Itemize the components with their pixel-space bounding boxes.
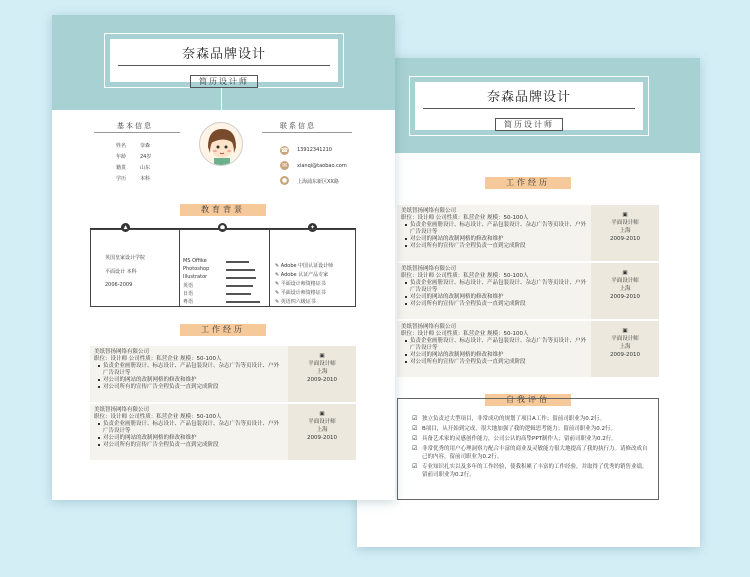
job-duty: 对公司所有的宣传广告全程负责一直到完成阶段 xyxy=(401,301,586,308)
basic-info-label: 姓名 xyxy=(116,143,127,149)
job-duty: 对公司的网站的改制网格的修改和维护 xyxy=(401,236,586,243)
title-box xyxy=(104,33,344,88)
self-eval-item: ☑ B项目，从开始到完成，很大地加强了我的逻辑思考能力；留前司职业为0.2行。 xyxy=(412,425,650,433)
job-entry xyxy=(397,321,659,377)
skill-level-bar xyxy=(226,285,253,287)
skill-level-bar xyxy=(226,301,260,303)
job-duty: 负责企业画册设计、标志设计、产品包装设计、杂志广告等页设计、户外广告设计等 xyxy=(401,222,586,236)
briefcase-icon: ▣ xyxy=(622,212,628,218)
job-position: 职位：设计师 公司性质：私营企业 规模：50-100人 xyxy=(401,331,529,337)
basic-info-value: 24岁 xyxy=(140,154,152,160)
job-entry xyxy=(90,404,356,460)
skill-level-bar xyxy=(226,277,256,279)
brand-subtitle: 简历设计师 xyxy=(190,75,258,88)
job-side xyxy=(288,404,356,460)
certificate-item: ✎ Adobe 中国认证设计师 xyxy=(275,263,334,269)
basic-info-header: 基本信息 xyxy=(117,122,153,130)
job-duty: 对公司所有的宣传广告全程负责一直到完成阶段 xyxy=(401,243,586,250)
work-section-tag: 工作经历 xyxy=(180,324,266,336)
job-side xyxy=(591,205,659,261)
job-company: 美纸智扬网络有限公司 xyxy=(401,208,457,214)
job-company: 美纸智扬网络有限公司 xyxy=(94,349,150,355)
job-period: 2009-2010 xyxy=(307,377,337,383)
job-main xyxy=(401,266,586,308)
contact-phone: 13912341210 xyxy=(297,147,332,153)
job-position: 职位：设计师 公司性质：私营企业 规模：50-100人 xyxy=(401,273,529,279)
job-side xyxy=(288,346,356,402)
job-period: 2009-2010 xyxy=(610,352,640,358)
contact-header: 联系信息 xyxy=(280,122,316,130)
skill-level-bar xyxy=(226,261,249,263)
basic-info-value: 奈森 xyxy=(140,143,151,149)
job-period: 2009-2010 xyxy=(610,236,640,242)
brand-title: 奈森品牌设计 xyxy=(181,47,266,62)
basic-info-value: 本科 xyxy=(140,176,151,182)
job-duty: 负责企业画册设计、标志设计、产品包装设计、杂志广告等页设计、户外广告设计等 xyxy=(94,421,279,435)
job-main xyxy=(94,407,279,449)
brand-title: 奈森品牌设计 xyxy=(486,90,571,105)
mic-icon: ● xyxy=(219,224,226,231)
job-duty: 对公司的网站的改制网格的修改和维护 xyxy=(401,294,586,301)
education-table xyxy=(90,229,356,307)
briefcase-icon: ▣ xyxy=(622,270,628,276)
email-icon: ✉ xyxy=(281,162,288,169)
job-duty: 对公司的网站的改制网格的修改和维护 xyxy=(94,377,279,384)
briefcase-icon: ▣ xyxy=(622,328,628,334)
job-period: 2009-2010 xyxy=(307,435,337,441)
briefcase-icon: ▣ xyxy=(319,353,325,359)
job-title: 平面设计师 xyxy=(611,278,639,284)
job-position: 职位：设计师 公司性质：私营企业 规模：50-100人 xyxy=(94,356,222,362)
self-eval-section-tag: 自我评估 xyxy=(485,394,571,406)
contact-email: xianqi@taobao.com xyxy=(297,163,347,169)
location-icon: ● xyxy=(281,177,288,184)
basic-info-value: 山东 xyxy=(140,165,151,171)
job-company: 美纸智扬网络有限公司 xyxy=(401,324,457,330)
job-duty: 对公司所有的宣传广告全程负责一直到完成阶段 xyxy=(401,359,586,366)
self-eval-item: ☑ 非常优秀的用户心理洞察力配合丰富的商业及灵敏能力很大地提高了我的执行力。请修改成自己的内容，留前司职业为0.2行。 xyxy=(412,445,650,461)
basic-info-label: 学历 xyxy=(116,176,127,182)
edu-major: 平面设计 本科 xyxy=(105,269,137,275)
job-position: 职位：设计师 公司性质：私营企业 规模：50-100人 xyxy=(401,215,529,221)
certificate-item: ✎ 英语四六级证书 xyxy=(275,299,316,305)
contact-address: 上海浦东新区XX路 xyxy=(297,179,339,185)
skill-level-bar xyxy=(226,293,251,295)
job-entry xyxy=(397,263,659,319)
job-title: 平面设计师 xyxy=(308,361,336,367)
job-main xyxy=(401,324,586,366)
job-duty: 对公司所有的宣传广告全程负责一直到完成阶段 xyxy=(94,442,279,449)
job-company: 美纸智扬网络有限公司 xyxy=(401,266,457,272)
self-eval-item: ☑ 具备艺术家的灵感创作能力，公司公认的高挚PPT制作人；留前司职业为0.2行。 xyxy=(412,435,650,443)
title-box xyxy=(409,76,649,136)
skill-name: 粤语 xyxy=(183,299,194,305)
education-section-tag: 教育背景 xyxy=(180,204,266,216)
skill-name: Illustrator xyxy=(183,274,208,280)
edu-period: 2006-2009 xyxy=(105,282,133,288)
job-side xyxy=(591,321,659,377)
job-title: 平面设计师 xyxy=(308,419,336,425)
job-duty: 对公司所有的宣传广告全程负责一直到完成阶段 xyxy=(94,384,279,391)
basic-info-label: 籍贯 xyxy=(116,165,127,171)
skill-name: 英语 xyxy=(183,283,194,289)
job-main xyxy=(401,208,586,250)
self-eval-item: ☑ 专业知识扎实以及多年的工作经验，使我积累了丰富的工作经验，并取得了优秀的销售业绩。留前司职业为0.2行。 xyxy=(412,463,650,479)
skill-name: MS Offike xyxy=(183,258,207,264)
job-entry xyxy=(397,205,659,261)
job-city: 上海 xyxy=(619,228,631,234)
resume-page-back xyxy=(357,58,700,547)
certificate-item: ✎ 平面设计师资格证书 xyxy=(275,290,326,296)
job-main xyxy=(94,349,279,391)
job-city: 上海 xyxy=(316,427,328,433)
job-title: 平面设计师 xyxy=(611,220,639,226)
grad-cap-icon: ▲ xyxy=(121,223,130,232)
brand-subtitle: 简历设计师 xyxy=(495,118,563,131)
job-entry xyxy=(90,346,356,402)
skill-name: Photoshop xyxy=(183,266,210,272)
work-section-tag: 工作经历 xyxy=(485,177,571,189)
briefcase-icon: ▣ xyxy=(319,411,325,417)
phone-icon: ☎ xyxy=(280,147,289,154)
certificate-item: ✎ Adobe 认证产品专家 xyxy=(275,272,329,278)
resume-page-front xyxy=(52,15,395,500)
job-city: 上海 xyxy=(619,286,631,292)
job-duty: 对公司的网站的改制网格的修改和维护 xyxy=(401,352,586,359)
job-duty: 负责企业画册设计、标志设计、产品包装设计、杂志广告等页设计、户外广告设计等 xyxy=(401,280,586,294)
certificate-item: ✎ 平面设计师资格证书 xyxy=(275,281,326,287)
job-city: 上海 xyxy=(316,369,328,375)
job-duty: 对公司的网站的改制网格的修改和维护 xyxy=(94,435,279,442)
job-position: 职位：设计师 公司性质：私营企业 规模：50-100人 xyxy=(94,414,222,420)
job-period: 2009-2010 xyxy=(610,294,640,300)
job-city: 上海 xyxy=(619,344,631,350)
tools-icon: ✦ xyxy=(309,224,316,231)
job-company: 美纸智扬网络有限公司 xyxy=(94,407,150,413)
self-eval-box xyxy=(397,398,659,500)
avatar xyxy=(199,122,243,166)
edu-school: 英国皇家设计学院 xyxy=(105,255,146,261)
skill-level-bar xyxy=(226,269,255,271)
basic-info-label: 年龄 xyxy=(116,154,127,160)
job-title: 平面设计师 xyxy=(611,336,639,342)
job-duty: 负责企业画册设计、标志设计、产品包装设计、杂志广告等页设计、户外广告设计等 xyxy=(401,338,586,352)
skill-name: 日语 xyxy=(183,291,194,297)
job-duty: 负责企业画册设计、标志设计、产品包装设计、杂志广告等页设计、户外广告设计等 xyxy=(94,363,279,377)
job-side xyxy=(591,263,659,319)
self-eval-item: ☑ 独立负责过大型项目，非常成功的规划了项目A工作；留前司职业为0.2行。 xyxy=(412,415,650,423)
